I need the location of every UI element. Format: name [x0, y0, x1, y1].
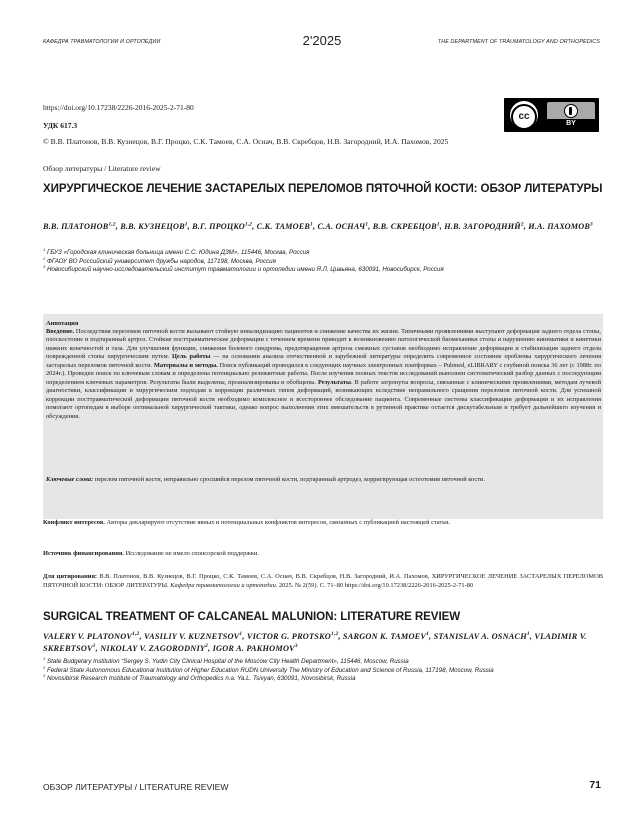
author-name: VLADIMIR V. SKREBTSOV — [43, 632, 587, 653]
udk-code: УДК 617.3 — [43, 121, 78, 130]
creative-commons-icon: cc — [510, 101, 538, 129]
author-affiliation-mark: 2 — [520, 221, 524, 228]
page-number: 71 — [589, 779, 601, 791]
author-affiliation-mark: 1,2 — [132, 631, 140, 638]
conflict-text: Авторы декларируют отсутствие явных и потенциальных конфликтов интересов, связанных с публикацией настоящей статьи. — [104, 519, 451, 526]
author-name: В.В. КУЗНЕЦОВ — [120, 222, 185, 231]
by-label: BY — [547, 119, 595, 128]
author-name: STANISLAV A. OSNACH — [433, 632, 527, 641]
funding-label: Источник финансирования. — [43, 550, 124, 557]
issue-number: 2'2025 — [302, 33, 342, 48]
author-affiliation-mark: 3 — [590, 221, 593, 228]
citation-label: Для цитирования: — [43, 573, 98, 580]
author-name: С.А. ОСНАЧ — [317, 222, 366, 231]
affiliation-number: 2 — [43, 664, 46, 670]
article-title-en: SURGICAL TREATMENT OF CALCANEAL MALUNION: LITERATURE REVIEW — [43, 610, 461, 623]
author-name: IGOR A. PAKHOMOV — [212, 644, 295, 653]
author-name: NIKOLAY V. ZAGORODNIY — [100, 644, 206, 653]
author-name: В.В. ПЛАТОНОВ — [43, 222, 109, 231]
author-name: SARGON K. TAMOEV — [342, 632, 427, 641]
author-affiliation-mark: 2 — [205, 643, 209, 650]
affiliation-text: ГБУЗ «Городская клиническая больница имени С.С. Юдина ДЗМ», 115446, Москва, Россия — [45, 249, 310, 256]
footer-section: ОБЗОР ЛИТЕРАТУРЫ / LITERATURE REVIEW — [43, 782, 229, 792]
affiliation-number: 2 — [43, 255, 46, 261]
affiliation-text: ФГАОУ ВО Российский университет дружбы народов, 117198, Москва, Россия — [45, 257, 276, 265]
methods-label: Материалы и методы. — [153, 361, 218, 369]
article-title-ru: ХИРУРГИЧЕСКОЕ ЛЕЧЕНИЕ ЗАСТАРЕЛЫХ ПЕРЕЛОМОВ ПЯТОЧНОЙ КОСТИ: ОБЗОР ЛИТЕРАТУРЫ — [43, 182, 603, 195]
author-name: И.А. ПАХОМОВ — [528, 222, 591, 231]
keywords-label: Ключевые слова: — [46, 476, 94, 483]
intro-text: Последствия переломов пяточной кости вызывают стойкую инвалидизацию пациентов и снижение качества их жизни. Типичными проявлениями выступают деформация заднего отдела стопы, плоскостопие и подтаранный артроз. Стойкие посттравматические деформации с течением времени приводят к возникновению патологической биомеханики стопы и нарушению кинематики и кинетики нижних конечностей и таза. Для улучшения функции, снижения болевого синдрома, предотвращения артроза смежных суставов необходимо исправление деформации и стабилизация заднего отдела поврежденной стопы хирургическим путем. — [46, 328, 601, 361]
methods-text: Поиск публикаций проводился в следующих научных электронных платформах – Pubmed, eLIBRARY с глубиной поиска 36 лет (с 1988г. по 2024г.). Проведен поиск по ключевым словам и определены потенциально релевантные работы. После изучения полных текстов исследований выполнен систематический разбор данных с последующим определением ключевых параметров. Результаты были выделены, проанализированы и обобщены. — [46, 361, 601, 386]
running-header-left: КАФЕДРА ТРАВМАТОЛОГИИ И ОРТОПЕДИИ — [43, 39, 161, 45]
citation — [43, 573, 603, 590]
author-affiliation-mark: 1 — [239, 631, 243, 638]
author-name: VASILIY V. KUZNETSOV — [144, 632, 240, 641]
author-affiliation-mark: 1 — [365, 221, 369, 228]
abstract-text — [46, 328, 601, 421]
author-affiliation-mark: 1 — [526, 631, 530, 638]
affiliation-number: 1 — [43, 655, 46, 661]
author-affiliation-mark: 1 — [310, 221, 313, 228]
authors-en: VALERY V. PLATONOV$^{1,2}$, VASILIY V. KUZNETSOV$^1$, VICTOR G. PROTSKO$^{1,2}$, SARGON K. TAMOEV$^1$, STANISLAV A. OSNACH$^1$, VLADIMIR V. SKREBTSOV$^1$, NIKOLAY V. ZAGORODNIY$^2$, IGOR A. PAKHOMOV$^3$ — [43, 631, 587, 653]
author-affiliation-mark: 1,2 — [331, 631, 339, 638]
affiliation-number: 3 — [43, 673, 46, 679]
authors-ru: В.В. ПЛАТОНОВ$^{1,2}$, В.В. КУЗНЕЦОВ$^1$, В.Г. ПРОЦКО$^{1,2}$, С.К. ТАМОЕВ$^1$, С.А. ОСНАЧ$^1$, В.В. СКРЕБЦОВ$^1$, Н.В. ЗАГОРОДНИЙ$^2$, И.А. ПАХОМОВ$^3$ — [43, 221, 593, 231]
affiliations-ru — [43, 246, 603, 275]
author-affiliation-mark: 3 — [294, 643, 298, 650]
article-type: Обзор литературы / Literature review — [43, 164, 161, 173]
citation-journal: Кафедра травматологии и ортопедии. — [170, 581, 278, 589]
abstract-box — [43, 314, 603, 519]
abstract-heading: Аннотация — [46, 320, 79, 327]
aim-label: Цель работы — [172, 353, 211, 361]
citation-tail: 2025. № 2(59). С. 71–80 https://doi.org/10.17238/2226-2016-2025-2-71-80 — [277, 581, 474, 589]
affiliation-number: 1 — [43, 246, 46, 252]
keywords — [46, 476, 601, 484]
aim-text: — на основании анализа отечественной и зарубежной литературы определить современное состояние проблемы хирургического лечения застарелых переломов пяточной кости. — [46, 353, 601, 369]
author-affiliation-mark: 1 — [436, 221, 440, 228]
affiliations-en — [43, 655, 603, 684]
keywords-text: перелом пяточной кости, неправильно сросшийся перелом пяточной кости, подтаранный артродез, корригирующая остеотомия пяточной кости. — [93, 476, 485, 483]
copyright-line: © В.В. Платонов, В.В. Кузнецов, В.Г. Процко, С.К. Тамоев, С.А. Оснач, В.В. Скребцов, Н.В. Загородний, И.А. Пахомов, 2025 — [43, 137, 449, 146]
author-name: Н.В. ЗАГОРОДНИЙ — [444, 222, 521, 231]
cc-by-license-badge[interactable] — [504, 98, 599, 132]
affiliation-number: 3 — [43, 264, 46, 270]
doi-link[interactable]: https://doi.org/10.17238/2226-2016-2025-2-71-80 — [43, 103, 194, 112]
conflict-label: Конфликт интересов. — [43, 519, 105, 526]
results-label: Результаты — [318, 378, 351, 386]
author-name: VICTOR G. PROTSKO — [246, 632, 332, 641]
author-affiliation-mark: 1 — [184, 221, 188, 228]
intro-label: Введение. — [46, 328, 75, 335]
author-name: VALERY V. PLATONOV — [43, 632, 133, 641]
affiliation-text: Новосибирский научно-исследовательский институт травматологии и ортопедии имени Я.Л. Цивьяна, 630091, Новосибирск, Россия — [45, 266, 444, 274]
author-affiliation-mark: 1 — [426, 631, 429, 638]
attribution-icon — [547, 102, 595, 128]
funding — [43, 550, 603, 557]
affiliation-item — [43, 246, 603, 258]
author-name: В.Г. ПРОЦКО — [192, 222, 245, 231]
author-name: В.В. СКРЕБЦОВ — [372, 222, 437, 231]
affiliation-text: State Budgetary Institution “Sergey S. Yudin City Clinical Hospital of the Moscow City Health Department», 115446, Moscow, Russia — [45, 658, 409, 665]
affiliation-text: Novosibirsk Research Institute of Traumatology and Orthopedics n.a. Ya.L. Tsivyan, 630091, Novosibirsk, Russia — [45, 675, 356, 683]
conflict-of-interest — [43, 519, 603, 528]
affiliation-item — [43, 266, 603, 275]
affiliation-item — [43, 655, 603, 667]
author-affiliation-mark: 1,2 — [108, 221, 116, 228]
person-icon — [564, 104, 578, 118]
results-text: . В работе затронуты вопросы, связанные с клиническими проявлениями, методам лучевой диагностики, классификации и хирургическим подходам к коррекции различных типов деформаций, возникающих вследствие неправильного сращения переломов пяточной кости. Для успешной коррекции посттравматической деформации пяточной кости необходимо комплексное и всестороннее обследование пациента. Современные системы классификации деформации и их исправления помогают ортопедам в выборе оптимальной хирургической тактики, однако вопрос выполнения этих вмешательств в рутинной практике остается дискутабельным и требует дальнейшего изучения и обсуждения. — [46, 378, 601, 420]
author-affiliation-mark: 1,2 — [244, 221, 253, 228]
author-affiliation-mark: 1 — [92, 643, 96, 650]
affiliation-item — [43, 675, 603, 684]
funding-text: Исследование не имело спонсорской поддержки. — [123, 550, 259, 557]
author-name: С.К. ТАМОЕВ — [256, 222, 311, 231]
running-header-right: THE DEPARTMENT OF TRAUMATOLOGY AND ORTHOPEDICS — [437, 39, 600, 45]
citation-text: В.В. Платонов, В.В. Кузнецов, В.Г. Процко, С.К. Тамоев, С.А. Оснач, В.В. Скребцов, Н.В. Загородний, И.А. Пахомов, ХИРУРГИЧЕСКОЕ ЛЕЧЕНИЕ ЗАСТАРЕЛЫХ ПЕРЕЛОМОВ ПЯТОЧНОЙ КОСТИ: ОБЗОР ЛИТЕРАТУРЫ. — [43, 573, 603, 589]
affiliation-text: Federal State Autonomous Educational Institution of Higher Education RUDN University The Ministry of Education and Science of Russia, 117198, Moscow, Russia — [45, 666, 494, 674]
